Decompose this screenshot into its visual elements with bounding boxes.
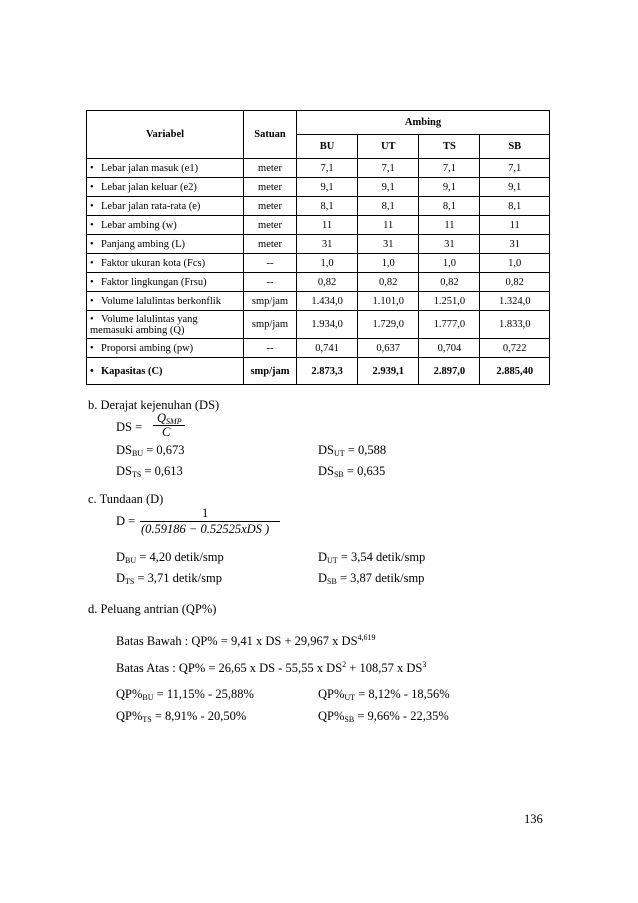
variable-label: Lebar ambing (w) xyxy=(101,219,177,231)
ds-bu: $DS_{BU} = 0,673$ xyxy=(116,443,185,458)
cell-sb: 1,0 xyxy=(480,254,550,273)
header-ambing: Ambing xyxy=(297,111,550,135)
table-row xyxy=(87,216,550,235)
cell-satuan: smp/jam xyxy=(244,292,297,311)
table-row xyxy=(87,358,550,385)
cell-var xyxy=(87,358,244,385)
cell-satuan: meter xyxy=(244,216,297,235)
cell-ut: 31 xyxy=(358,235,419,254)
table-row xyxy=(87,254,550,273)
bullet-icon: • xyxy=(90,181,94,193)
cell-var xyxy=(87,339,244,358)
cell-satuan: smp/jam xyxy=(244,358,297,385)
table-body xyxy=(87,159,550,385)
d-formula-num: 1 xyxy=(202,506,209,520)
table-row xyxy=(87,235,550,254)
qp-ut: $QP\%_{UT} = 8,12\% - 18,56\%$ xyxy=(318,687,450,702)
variable-label: Lebar jalan masuk (e1) xyxy=(101,162,199,174)
cell-sb: 8,1 xyxy=(480,197,550,216)
ds-formula-den: C xyxy=(162,425,171,439)
page-number: 136 xyxy=(524,812,543,826)
d-ut: $D_{UT} = 3,54$ detik/smp xyxy=(318,550,426,565)
qp-batas-atas: Batas Atas : QP% = 26,65 x DS - 55,55 x $DS^2 + 108,57$ x $DS^3$ xyxy=(116,660,427,675)
cell-bu: 0,82 xyxy=(297,273,358,292)
bullet-icon: • xyxy=(90,313,94,325)
cell-ut: 9,1 xyxy=(358,178,419,197)
qp-ts: $QP\%_{TS} = 8,91\% - 20,50\%$ xyxy=(116,709,247,724)
variable-label: Lebar jalan rata-rata (e) xyxy=(101,200,201,212)
header-variabel: Variabel xyxy=(87,111,244,159)
cell-satuan: -- xyxy=(244,273,297,292)
variable-label: Lebar jalan keluar (e2) xyxy=(101,181,197,193)
variable-label: Faktor ukuran kota (Fcs) xyxy=(101,257,206,269)
cell-ut: 1.101,0 xyxy=(358,292,419,311)
cell-satuan: meter xyxy=(244,178,297,197)
table-row xyxy=(87,197,550,216)
cell-ts: 1,0 xyxy=(419,254,480,273)
cell-ts: 2.897,0 xyxy=(419,358,480,385)
cell-bu: 1.934,0 xyxy=(297,311,358,339)
cell-ts: 31 xyxy=(419,235,480,254)
variable-label: Faktor lingkungan (Frsu) xyxy=(101,276,207,288)
bullet-icon: • xyxy=(90,276,94,288)
cell-ts: 8,1 xyxy=(419,197,480,216)
cell-sb: 11 xyxy=(480,216,550,235)
ds-sb: $DS_{SB} = 0,635$ xyxy=(318,464,386,479)
cell-var xyxy=(87,197,244,216)
ds-ts: $DS_{TS} = 0,613$ xyxy=(116,464,183,479)
cell-satuan: meter xyxy=(244,235,297,254)
cell-sb: 0,722 xyxy=(480,339,550,358)
cell-satuan: smp/jam xyxy=(244,311,297,339)
bullet-icon: • xyxy=(90,365,94,377)
variable-label: Volume lalulintas berkonflik xyxy=(101,295,221,307)
cell-var xyxy=(87,273,244,292)
cell-ut: 7,1 xyxy=(358,159,419,178)
cell-ts: 1.251,0 xyxy=(419,292,480,311)
cell-satuan: meter xyxy=(244,197,297,216)
cell-ut: 0,82 xyxy=(358,273,419,292)
d-formula-den: (0.59186 − 0.52525xDS ) xyxy=(141,522,270,536)
cell-bu: 0,741 xyxy=(297,339,358,358)
cell-ts: 11 xyxy=(419,216,480,235)
variable-label: Proporsi ambing (pw) xyxy=(101,342,194,354)
cell-sb: 9,1 xyxy=(480,178,550,197)
cell-ts: 1.777,0 xyxy=(419,311,480,339)
cell-sb: 1.833,0 xyxy=(480,311,550,339)
cell-var xyxy=(87,178,244,197)
cell-bu: 2.873,3 xyxy=(297,358,358,385)
cell-sb: 0,82 xyxy=(480,273,550,292)
variable-label: Panjang ambing (L) xyxy=(101,238,185,250)
d-sb: $D_{SB} = 3,87$ detik/smp xyxy=(318,571,425,586)
cell-sb: 1.324,0 xyxy=(480,292,550,311)
cell-bu: 11 xyxy=(297,216,358,235)
qp-sb: $QP\%_{SB} = 9,66\% - 22,35\%$ xyxy=(318,709,449,724)
cell-ts: 0,704 xyxy=(419,339,480,358)
cell-sb: 2.885,40 xyxy=(480,358,550,385)
qp-batas-bawah: Batas Bawah : QP% = 9,41 x DS + 29,967 x DS$^{4,619}$ xyxy=(116,633,376,648)
cell-satuan: -- xyxy=(244,254,297,273)
cell-bu: 8,1 xyxy=(297,197,358,216)
bullet-icon: • xyxy=(90,200,94,212)
header-sb: SB xyxy=(480,135,550,159)
cell-sb: 31 xyxy=(480,235,550,254)
cell-var xyxy=(87,254,244,273)
ds-heading: b. Derajat kejenuhan (DS) xyxy=(88,398,220,412)
cell-bu: 1,0 xyxy=(297,254,358,273)
table-row xyxy=(87,311,550,339)
table-row xyxy=(87,178,550,197)
cell-var xyxy=(87,159,244,178)
bullet-icon: • xyxy=(90,295,94,307)
header-bu: BU xyxy=(297,135,358,159)
d-heading: c. Tundaan (D) xyxy=(88,492,164,506)
cell-ut: 2.939,1 xyxy=(358,358,419,385)
cell-sb: 7,1 xyxy=(480,159,550,178)
cell-satuan: meter xyxy=(244,159,297,178)
capacity-table xyxy=(86,110,550,385)
cell-ts: 0,82 xyxy=(419,273,480,292)
cell-var xyxy=(87,235,244,254)
cell-bu: 9,1 xyxy=(297,178,358,197)
ds-ut: $DS_{UT} = 0,588$ xyxy=(318,443,387,458)
cell-ut: 1.729,0 xyxy=(358,311,419,339)
variable-label: Volume lalulintas yang memasuki ambing (Q) xyxy=(90,313,198,336)
cell-bu: 1.434,0 xyxy=(297,292,358,311)
table-row xyxy=(87,159,550,178)
table-row xyxy=(87,292,550,311)
header-ut: UT xyxy=(358,135,419,159)
cell-ut: 11 xyxy=(358,216,419,235)
cell-var xyxy=(87,292,244,311)
table-row xyxy=(87,339,550,358)
cell-bu: 31 xyxy=(297,235,358,254)
cell-ut: 0,637 xyxy=(358,339,419,358)
variable-label: Kapasitas (C) xyxy=(101,365,163,377)
cell-satuan: -- xyxy=(244,339,297,358)
qp-bu: $QP\%_{BU} = 11,15\% - 25,88\%$ xyxy=(116,687,254,702)
bullet-icon: • xyxy=(90,342,94,354)
cell-ts: 9,1 xyxy=(419,178,480,197)
header-ts: TS xyxy=(419,135,480,159)
ds-formula-lhs: DS = xyxy=(116,420,143,434)
cell-ut: 8,1 xyxy=(358,197,419,216)
d-formula-lhs: D = xyxy=(116,514,136,528)
qp-heading: d. Peluang antrian (QP%) xyxy=(88,602,217,616)
bullet-icon: • xyxy=(90,238,94,250)
table-row xyxy=(87,273,550,292)
cell-var xyxy=(87,216,244,235)
cell-ut: 1,0 xyxy=(358,254,419,273)
d-bu: $D_{BU} = 4,20$ detik/smp xyxy=(116,550,224,565)
header-satuan: Satuan xyxy=(244,111,297,159)
cell-bu: 7,1 xyxy=(297,159,358,178)
cell-var xyxy=(87,311,244,339)
bullet-icon: • xyxy=(90,257,94,269)
bullet-icon: • xyxy=(90,219,94,231)
cell-ts: 7,1 xyxy=(419,159,480,178)
bullet-icon: • xyxy=(90,162,94,174)
ds-formula-num: $Q_{SMP}$ xyxy=(157,411,182,426)
d-ts: $D_{TS} = 3,71$ detik/smp xyxy=(116,571,222,586)
